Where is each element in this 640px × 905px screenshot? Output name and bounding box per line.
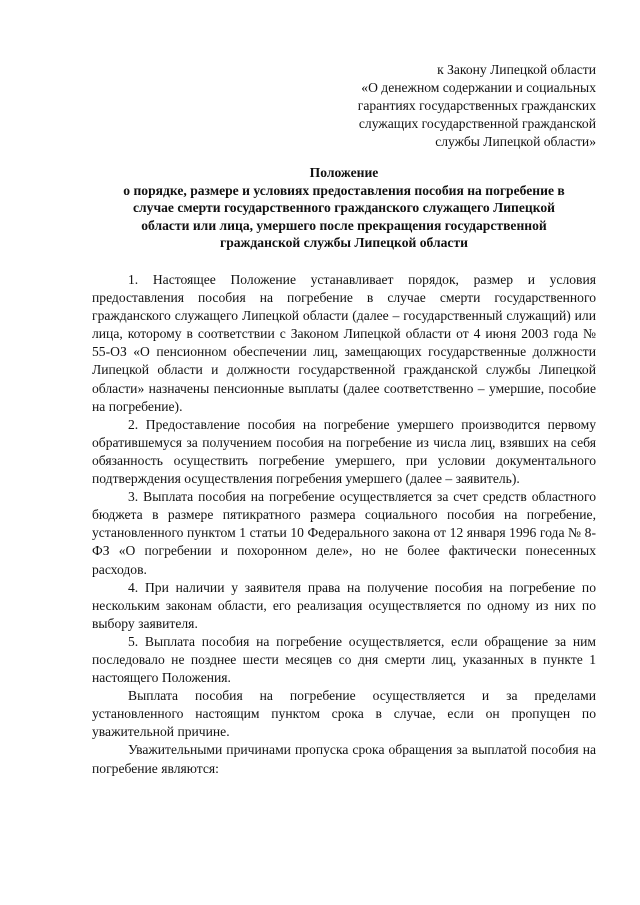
paragraph-2: 2. Предоставление пособия на погребение умершего производится первому обратившемуся за получением пособия на погребение из числа лиц, взявших на себя обязанность осуществить погребение умершего, при условии документального подтверждения осуществления погребения умершего (далее – заявитель). xyxy=(92,416,596,487)
title-heading: Положение xyxy=(309,165,379,180)
header-line: «О денежном содержании и социальных xyxy=(361,80,596,95)
header-line: службы Липецкой области» xyxy=(435,134,596,149)
paragraph-5-continued: Выплата пособия на погребение осуществляется и за пределами установленного настоящим пунктом срока в случае, если он пропущен по уважительной причине. xyxy=(92,688,596,740)
title-line: гражданской службы Липецкой области xyxy=(220,235,468,251)
paragraph-5: 5. Выплата пособия на погребение осуществляется, если обращение за ним последовало не позднее шести месяцев со дня смерти лиц, указанных в пункте 1 настоящего Положения. xyxy=(92,633,596,686)
paragraph-5-reasons: Уважительными причинами пропуска срока обращения за выплатой пособия на погребение являются: xyxy=(92,742,596,776)
document-title xyxy=(84,164,604,252)
paragraph-3: 3. Выплата пособия на погребение осуществляется за счет средств областного бюджета в размере пятикратного размера социального пособия на погребение, установленного пунктом 1 статьи 10 Федерального закона от 12 января 1996 года № 8-ФЗ «О погребении и похоронном деле», но не более фактически понесенных расходов. xyxy=(92,489,596,577)
law-reference-header xyxy=(300,61,596,151)
title-line: о порядке, размере и условиях предоставления пособия на погребение в xyxy=(123,182,565,198)
header-line: гарантиях государственных гражданских xyxy=(357,98,596,113)
header-line: служащих государственной гражданской xyxy=(358,116,596,131)
paragraph-1: 1. Настоящее Положение устанавливает порядок, размер и условия предоставления пособия на погребение в случае смерти государственного гражданского служащего Липецкой области (далее – государственный служащий) или лица, которому в соответствии с Законом Липецкой области от 4 июня 2003 года № 55-ОЗ «О пенсионном обеспечении лиц, замещающих государственные должности Липецкой области и должности государственной гражданской службы Липецкой области» назначены пенсионные выплаты (далее соответственно – умершие, пособие на погребение). xyxy=(92,272,596,414)
paragraph-4: 4. При наличии у заявителя права на получение пособия на погребение по нескольким законам области, его реализация осуществляется по одному из них по выбору заявителя. xyxy=(92,579,596,631)
title-line: случае смерти государственного гражданского служащего Липецкой xyxy=(132,200,556,216)
title-line: области или лица, умершего после прекращения государственной xyxy=(141,217,547,233)
document-body xyxy=(92,271,596,778)
header-line: к Закону Липецкой области xyxy=(437,62,596,77)
